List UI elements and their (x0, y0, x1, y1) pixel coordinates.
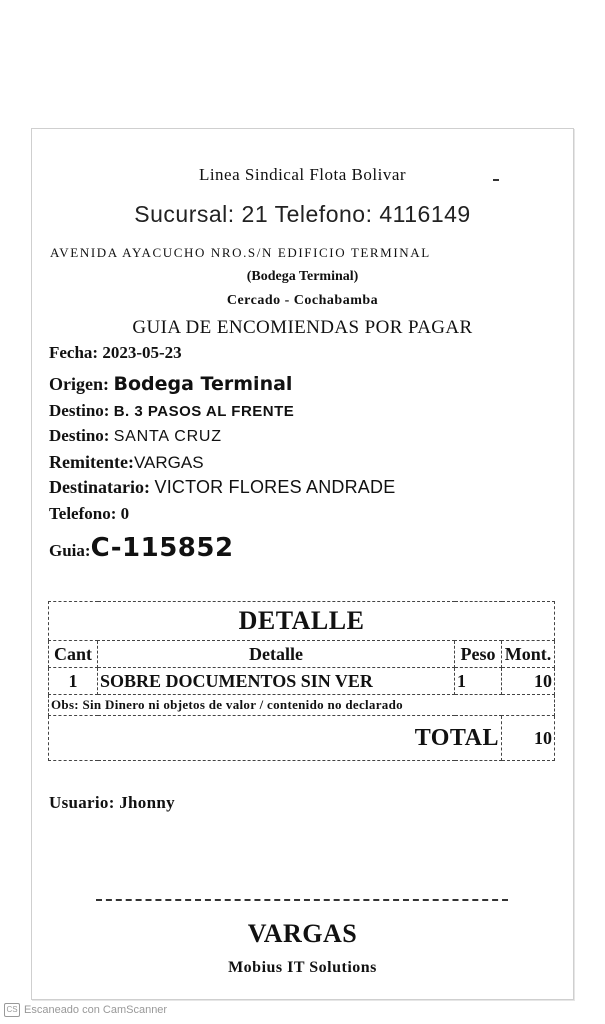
scanner-watermark (4, 1003, 167, 1017)
destination-field (49, 401, 294, 421)
row-detalle: SOBRE DOCUMENTOS SIN VER (98, 668, 455, 695)
city: Cercado - Cochabamba (226, 293, 379, 308)
guide-number: C-115852 (90, 533, 234, 563)
origin-value: Bodega Terminal (113, 373, 293, 395)
total-value: 10 (502, 716, 555, 761)
detail-table (48, 601, 555, 761)
observation-text: Obs: Sin Dinero ni objetos de valor / contenido no declarado (49, 695, 555, 716)
sender-value: VARGAS (133, 453, 204, 472)
table-row (49, 668, 555, 695)
branch-phone: Sucursal: 21 Telefono: 4116149 (134, 201, 471, 227)
print-mark (493, 179, 499, 181)
sender-field (49, 452, 204, 473)
date-field (49, 343, 182, 363)
user-line: Usuario: Jhonny (49, 793, 175, 812)
total-row (49, 716, 555, 761)
guide-label: Guia: (49, 541, 91, 560)
warehouse: (Bodega Terminal) (246, 269, 359, 284)
recipient-label: Destinatario: (49, 477, 155, 497)
software-vendor: Mobius IT Solutions (228, 959, 377, 976)
camscanner-icon: CS (4, 1003, 20, 1017)
detail-title: DETALLE (49, 602, 555, 641)
phone-field (49, 504, 129, 524)
signature-line (96, 899, 508, 901)
header-detalle: Detalle (98, 641, 455, 668)
row-monto: 10 (502, 668, 555, 695)
receipt (31, 128, 574, 1000)
total-label: TOTAL (49, 716, 502, 761)
row-peso: 1 (455, 668, 502, 695)
recipient-value: VICTOR FLORES ANDRADE (154, 477, 396, 497)
origin-field (49, 373, 292, 395)
detail-header-row (49, 641, 555, 668)
origin-label: Origen: (49, 374, 114, 394)
guide-field (49, 533, 234, 563)
destination-value: B. 3 PASOS AL FRENTE (113, 403, 295, 420)
scanner-text: Escaneado con CamScanner (24, 1003, 168, 1016)
phone-value: 0 (120, 504, 130, 523)
date-value: 2023-05-23 (102, 343, 182, 362)
phone-label: Telefono: (49, 504, 121, 523)
date-label: Fecha: (49, 343, 103, 362)
observation-row (49, 695, 555, 716)
recipient-field (49, 477, 395, 498)
address: AVENIDA AYACUCHO NRO.S/N EDIFICIO TERMINAL (50, 245, 431, 260)
header-peso: Peso (455, 641, 502, 668)
row-cant: 1 (49, 668, 98, 695)
company-name: Linea Sindical Flota Bolivar (198, 165, 407, 184)
signer-name: VARGAS (247, 919, 358, 948)
header-cant: Cant (49, 641, 98, 668)
destination-city-label: Destino: (49, 426, 114, 445)
sender-label: Remitente: (49, 452, 134, 472)
destination-city-value: SANTA CRUZ (113, 428, 222, 445)
destination-label: Destino: (49, 401, 114, 420)
document-title: GUIA DE ENCOMIENDAS POR PAGAR (132, 317, 473, 338)
header-monto: Mont. (502, 641, 555, 668)
destination-city-field (49, 426, 222, 446)
